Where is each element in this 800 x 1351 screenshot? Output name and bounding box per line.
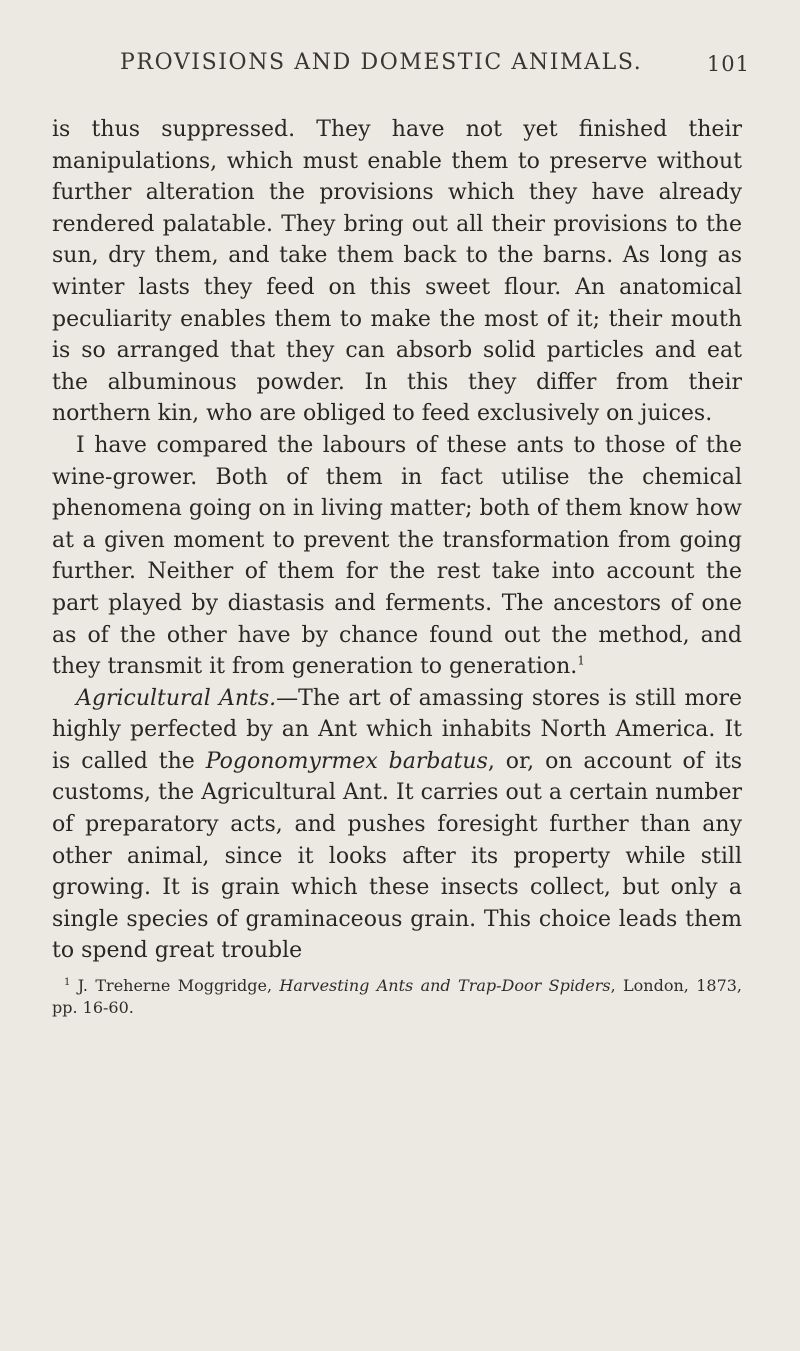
footnote-author: J. Treherne Moggridge, <box>77 976 280 996</box>
section-heading: Agricultural Ants. <box>76 685 277 711</box>
footnote-reference: 1 <box>577 653 585 668</box>
page-number: 101 <box>706 52 750 76</box>
paragraph-1: is thus suppressed. They have not yet finished their manipulations, which must enable them to preserve without further alteration the provisions which they have already rendered palatable. They bring out all their provisions to the sun, dry them, and take them back to the barns. As long as winter lasts they feed on this sweet flour. An anatomical peculiarity enables them to make the most of it; their mouth is so arranged that they can absorb solid particles and eat the albuminous powder. In this they differ from their northern kin, who are obliged to feed exclusively on juices. <box>52 117 742 427</box>
paragraph-3-text-a: The art of amassing stores is still more highly perfected by an Ant which inhabits North America. It is called the <box>52 685 742 774</box>
running-head: PROVISIONS AND DOMESTIC ANIMALS. <box>120 50 643 75</box>
heading-dash: — <box>276 685 299 711</box>
species-name: Pogonomyrmex barbatus <box>205 748 488 774</box>
footnote-mark: 1 <box>64 976 71 988</box>
paragraph-3 <box>52 683 742 967</box>
body-text <box>52 114 742 967</box>
footnote-citation: , London, 1873, pp. 16-60. <box>52 976 743 1018</box>
paragraph-2-text: I have compared the labours of these ants to those of the wine-grower. Both of them in fact utilise the chemical phenomena going on in living matter; both of them know how at a given moment to prevent the transformation from going further. Neither of them for the rest take into account the part played by diastasis and ferments. The ancestors of one as of the other have by chance found out the method, and they transmit it from generation to generation. <box>52 432 742 680</box>
book-page <box>52 50 750 1019</box>
paragraph-3-text-b: , or, on account of its customs, the Agricultural Ant. It carries out a certain number of preparatory acts, and pushes foresight further than any other animal, since it looks after its property while still growing. It is grain which these insects collect, but only a single species of graminaceous grain. This choice leads them to spend great trouble <box>52 748 743 964</box>
paragraph-2 <box>52 430 742 683</box>
footnote-title: Harvesting Ants and Trap-Door Spiders <box>279 976 611 996</box>
page-header <box>52 50 750 90</box>
footnote <box>52 975 742 1019</box>
